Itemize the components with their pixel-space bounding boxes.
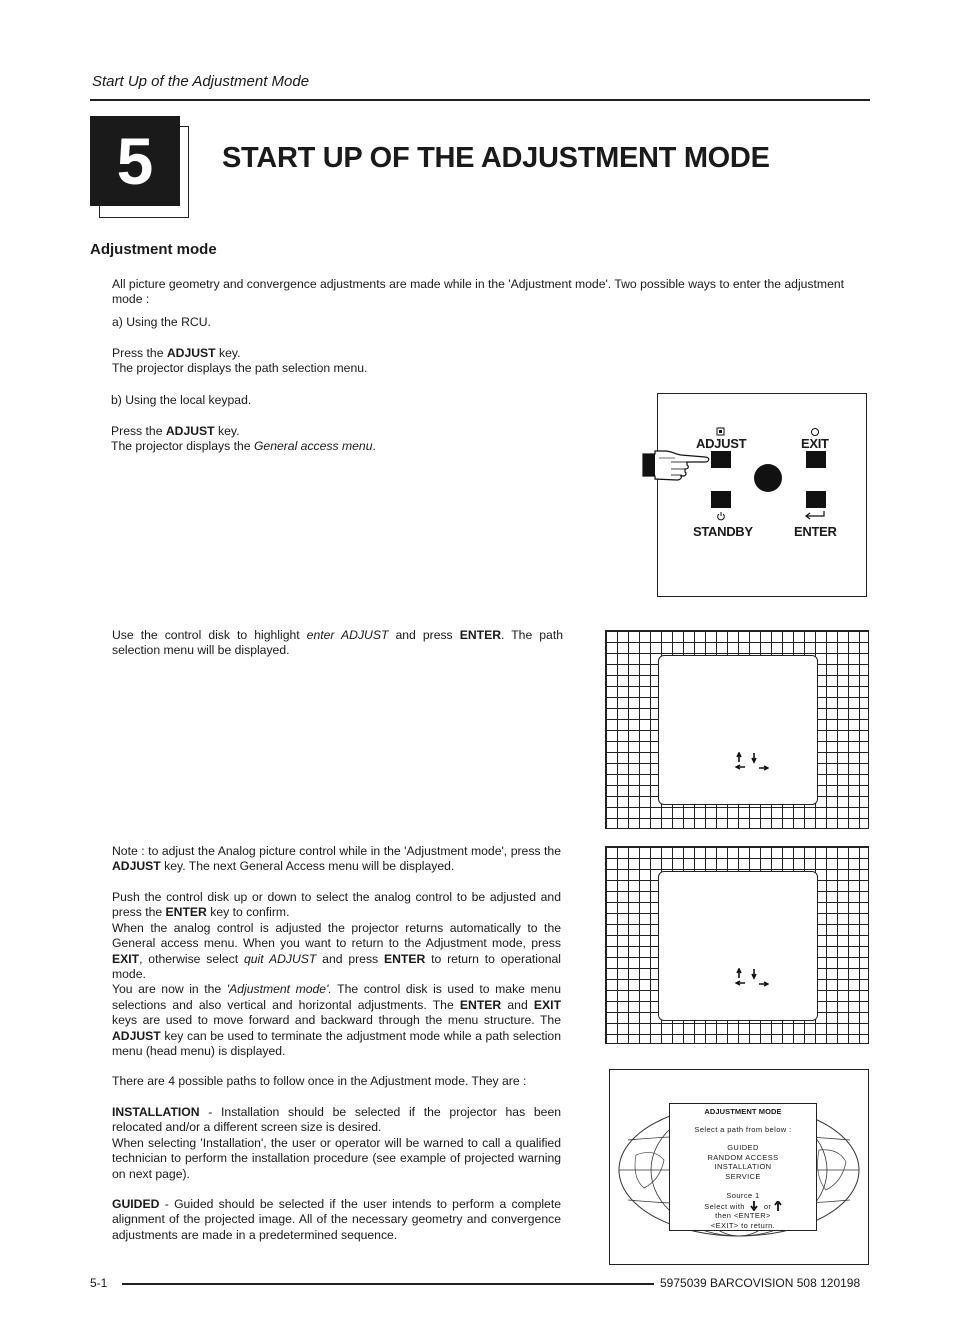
- navigation-arrows-icon: [735, 968, 769, 988]
- enter-key[interactable]: [806, 491, 826, 508]
- general-access-menu-2: [658, 871, 818, 1021]
- menu-item-guided[interactable]: GUIDED: [727, 1143, 759, 1152]
- section-heading: Adjustment mode: [90, 241, 217, 258]
- paths-intro: There are 4 possible paths to follow once in the Adjustment mode. They are :: [112, 1074, 527, 1088]
- keypad-figure: [657, 393, 867, 597]
- menu-item-random-access[interactable]: RANDOM ACCESS: [707, 1152, 779, 1162]
- guided-paragraph: GUIDED - Guided should be selected if the user intends to perform a complete alignment of the projected image. All of the necessary geometry and convergence adjustments are made in a predetermined sequence.: [112, 1197, 561, 1242]
- menu-select-hint: Select with or: [670, 1201, 816, 1212]
- menu-exit-return: <EXIT> to return.: [710, 1221, 776, 1230]
- adjust-key-label: ADJUST: [696, 436, 747, 451]
- menu-path-list: [670, 1143, 816, 1181]
- standby-key[interactable]: [711, 491, 731, 508]
- rcu-item: a) Using the RCU.: [112, 315, 211, 329]
- menu-item-service[interactable]: SERVICE: [725, 1171, 761, 1181]
- footer-rule: [122, 1283, 654, 1285]
- document-reference: 5975039 BARCOVISION 508 120198: [660, 1276, 861, 1290]
- header-rule: [90, 99, 870, 101]
- menu-prompt: Select a path from below :: [694, 1125, 792, 1134]
- exit-key-label: EXIT: [801, 436, 829, 451]
- navigation-arrows-icon: [735, 752, 769, 772]
- exit-key[interactable]: [806, 451, 826, 468]
- note-paragraph: Note : to adjust the Analog picture control while in the 'Adjustment mode', press the ADJUST key. The next General Access menu will be displayed.: [112, 844, 561, 874]
- general-access-menu-1: [658, 655, 818, 805]
- menu-source: Source 1: [726, 1191, 760, 1200]
- up-arrow-icon: [774, 1201, 782, 1211]
- control-disk[interactable]: [754, 464, 782, 492]
- chapter-number: 5: [90, 116, 180, 206]
- keypad-instructions: Press the ADJUST key. The projector displays the General access menu.: [111, 424, 376, 454]
- projected-screen-grid-2: [605, 846, 869, 1044]
- control-disk-paragraph: Use the control disk to highlight enter ADJUST and press ENTER. The path selection menu will be displayed.: [112, 628, 563, 658]
- adjustment-menu-figure: [609, 1069, 869, 1265]
- analog-control-paragraph: Push the control disk up or down to select the analog control to be adjusted and press the ENTER key to confirm. When the analog control is adjusted the projector returns automatically to the General access menu. When you want to return to the Adjustment mode, press EXIT, otherwise select quit ADJUST and press ENTER to return to operational mode. You are now in the 'Adjustment mode'. The control disk is used to make menu selections and also vertical and horizontal adjustments. The ENTER and EXIT keys are used to move forward and backward through the menu structure. The ADJUST key can be used to terminate the adjustment mode while a path selection menu (head menu) is displayed.: [112, 890, 562, 1059]
- intro-paragraph: All picture geometry and convergence adjustments are made while in the 'Adjustment mode'. Two possible ways to enter the adjustment mode :: [112, 277, 845, 307]
- chapter-title: START UP OF THE ADJUSTMENT MODE: [222, 142, 770, 174]
- return-icon: [804, 510, 826, 520]
- running-header: Start Up of the Adjustment Mode: [92, 73, 310, 90]
- down-arrow-icon: [747, 1201, 761, 1211]
- enter-key-label: ENTER: [794, 524, 837, 539]
- projected-screen-grid-1: [605, 630, 869, 829]
- adjustment-mode-menu: [669, 1103, 817, 1231]
- menu-then-enter: then <ENTER>: [715, 1211, 771, 1220]
- menu-title: ADJUSTMENT MODE: [704, 1107, 782, 1116]
- pointing-hand-icon: [641, 448, 713, 482]
- rcu-instructions: Press the ADJUST key. The projector displays the path selection menu.: [112, 346, 368, 376]
- menu-item-installation[interactable]: INSTALLATION: [714, 1162, 772, 1172]
- standby-key-label: STANDBY: [693, 524, 753, 539]
- page-number: 5-1: [90, 1276, 108, 1290]
- power-icon: [716, 511, 726, 521]
- keypad-item: b) Using the local keypad.: [111, 393, 252, 407]
- adjust-key[interactable]: [711, 451, 731, 468]
- installation-paragraph: INSTALLATION - Installation should be selected if the projector has been relocated and/or a different screen size is desired. When selecting 'Installation', the user or operator will be warned to call a qualified technician to perform the installation procedure (see example of projected warning on next page).: [112, 1105, 561, 1181]
